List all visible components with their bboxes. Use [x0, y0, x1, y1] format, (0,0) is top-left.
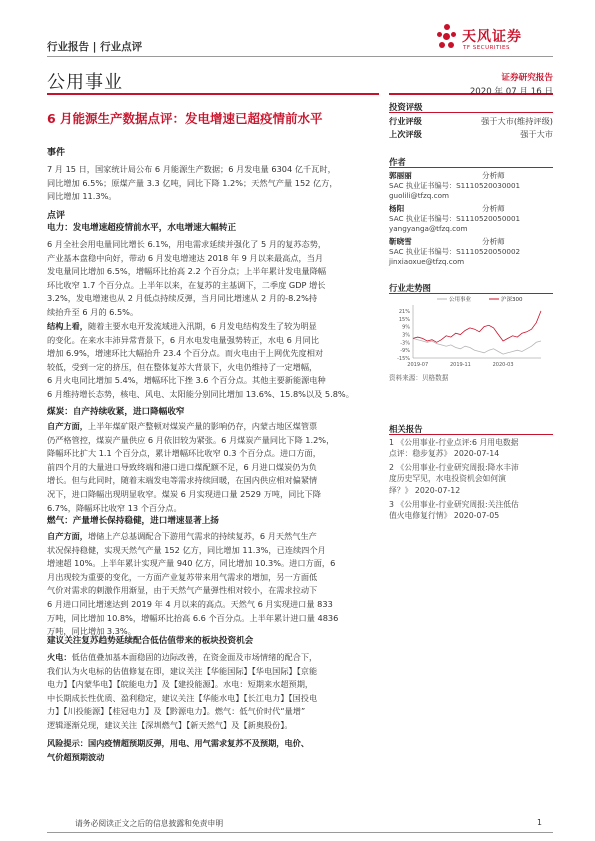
trend-chart — [389, 295, 553, 367]
legend-label: 沪深300 — [501, 297, 523, 303]
text-line: 万吨，同比增加 10.8%，增幅环比抬高 6.6 个百分点。上半年累计进口量 4836 — [47, 612, 339, 623]
text-line: 随着主要水电开发流域进入汛期，6 月发电结构发生了较为明显 — [87, 321, 317, 331]
footer-divider — [47, 832, 553, 833]
y-tick-label: -3% — [400, 340, 410, 347]
lead-text: 火电： — [47, 652, 72, 662]
y-tick-label: 21% — [398, 308, 410, 315]
author-entry — [389, 204, 553, 234]
text-line: 前四个月的大量进口导致终端和港口进口煤配额不足，6 月进口煤炭仍为负 — [47, 461, 317, 472]
industry-rating-label: 行业评级 — [389, 116, 422, 126]
footer-disclaimer: 请务必阅读正文之后的信息披露和免责申明 — [75, 819, 224, 828]
coal-heading: 煤炭：自产持续收紧，进口降幅收窄 — [47, 407, 185, 417]
text-line: 1 《公用事业-行业点评:6 月用电数据 — [389, 438, 519, 447]
text-line: 风险提示：国内疫情超预期反弹，用电、用气需求复苏不及预期，电价、 — [47, 738, 310, 748]
series-line-1 — [413, 338, 541, 354]
author-role: 分析师 — [482, 237, 505, 246]
author-cert: SAC 执业证书编号：S1110520050001 — [389, 214, 521, 223]
text-line: 绎？》 2020-07-12 — [389, 485, 461, 495]
text-line: 较低，受到一定的挤压，但在整体复苏大背景下，火电仍维持了一定增幅， — [47, 361, 318, 372]
rating-heading: 投资评级 — [389, 102, 423, 112]
text-line: 气价超预期波动 — [47, 751, 105, 762]
author-cert: SAC 执业证书编号：S1110520050002 — [389, 247, 521, 256]
text-line: 状况保持稳健，实现天然气产量 152 亿方，同比增加 11.3%，已连续四个月 — [47, 544, 326, 555]
text-line: 2 《公用事业-行业研究周报:降水丰沛 — [389, 463, 519, 472]
text-line: 电力】【内蒙华电】【皖能电力】及【建投能源】。水电：短期来水超预期， — [47, 679, 314, 690]
author-name: 杨阳 — [389, 204, 405, 213]
author-role: 分析师 — [482, 171, 505, 180]
text-line: 仍严格管控，煤炭产量供应 6 月依旧较为紧张。6 月煤炭产量同比下降 1.2%， — [47, 434, 335, 445]
text-line: 上半年煤矿限产整顿对煤炭产量的影响仍存，内蒙古地区煤管票 — [87, 421, 318, 431]
author-email[interactable]: guolili@tfzq.com — [389, 191, 450, 200]
text-line: 值火电修复行情》 2020-07-05 — [389, 511, 500, 521]
industry-rating-value: 强于大市(维持评级) — [481, 116, 553, 126]
authors-divider — [389, 167, 553, 168]
rating-divider — [389, 112, 553, 113]
lead-text: 自产方面， — [47, 421, 88, 431]
report-date: 2020 年 07 月 16 日 — [469, 87, 553, 97]
text-line: 逻辑逐渐兑现，建议关注【深圳燃气】【新天然气】及【新奥股份】。 — [47, 719, 293, 730]
x-tick-label: 2019-07 — [407, 362, 429, 367]
text-line: 点评：稳步复苏》 2020-07-14 — [389, 449, 500, 459]
electricity-paragraph-1 — [47, 238, 382, 320]
related-report-item[interactable] — [389, 462, 553, 496]
logo-text-en: TF SECURITIES — [463, 45, 510, 51]
author-email[interactable]: jinxiaoxue@tfzq.com — [389, 257, 465, 266]
text-line: 增速超 10%。上半年累计实现产量 940 亿方，同比增加 10.3%。进口方面，6 — [47, 558, 336, 569]
text-line: 增加 6.9%，增速环比大幅抬升 23.4 个百分点。而火电由于上网优先度相对 — [47, 348, 324, 359]
suggestion-paragraph — [47, 651, 382, 733]
chart-source: 资料来源：贝格数据 — [389, 374, 449, 382]
comment-heading: 点评 — [47, 211, 66, 221]
text-line: 增长。但与此同时，随着末端发电等需求持续回暖，在国内供应相对偏紧情 — [47, 475, 318, 486]
text-line: 我们认为火电标的估值修复在即，建议关注【华能国际】【华电国际】【京能 — [47, 665, 318, 676]
company-logo — [436, 24, 554, 60]
logo-mark-icon — [436, 24, 458, 52]
title-divider — [47, 93, 379, 95]
author-role: 分析师 — [482, 204, 505, 213]
event-heading: 事件 — [47, 148, 66, 158]
lead-text: 自产方面， — [47, 531, 88, 541]
logo-text-cn: 天风证券 — [462, 29, 522, 45]
text-line: 6 月进口同比增速达到 2019 年 4 月以来的高点。天然气 6 月实现进口量 833 — [47, 598, 333, 609]
author-entry — [389, 171, 553, 201]
text-line: 环比收窄 1.7 个百分点。上半年以来，在复苏的主基调下，二季度 GDP 增长 — [47, 279, 326, 290]
text-line: 3.2%，发电增速也从 2 月低点持续反弹，当月同比增速从 2 月的-8.2%持 — [47, 293, 318, 304]
y-tick-label: 3% — [402, 332, 410, 339]
suggestion-heading: 建议关注复苏趋势延续配合低估值带来的板块投资机会 — [47, 636, 254, 646]
text-line: 的变化。在来水丰沛异常背景下，6 月水电发电量强势转正，水电 6 月同比 — [47, 334, 320, 345]
related-divider — [389, 434, 553, 435]
text-line: 产业基本盘稳中向好，带动 6 月发电增速达 2018 年 9 月以来最高点，当月 — [47, 252, 324, 263]
y-tick-label: 15% — [398, 316, 410, 323]
y-tick-label: -9% — [400, 348, 410, 355]
trend-chart-svg — [389, 295, 553, 367]
risk-warning — [47, 737, 382, 764]
trend-divider — [389, 293, 553, 294]
coal-paragraph — [47, 420, 382, 515]
industry-rating-row — [389, 116, 553, 129]
author-cert: SAC 执业证书编号：S1110520030001 — [389, 181, 521, 190]
previous-rating-label: 上次评级 — [389, 129, 422, 139]
event-paragraph — [47, 163, 382, 204]
text-line: 同比增加 6.5%；原煤产量 3.3 亿吨，同比下降 1.2%；天然气产量 152 亿方， — [47, 177, 338, 188]
text-line: 同比增加 11.3%。 — [47, 191, 117, 202]
text-line: 6 月维持增长态势，核电、风电、太阳能分别同比增加 13.6%、15.8%以及 5.8%。 — [47, 388, 354, 399]
text-line: 续抬升至 6 月的 6.5%。 — [47, 306, 139, 317]
text-line: 3 《公用事业-行业研究周报:关注低估 — [389, 500, 519, 509]
related-report-item[interactable] — [389, 499, 553, 522]
electricity-paragraph-2 — [47, 320, 382, 402]
author-entry — [389, 237, 553, 267]
series-line-2 — [413, 311, 541, 342]
y-tick-label: 9% — [402, 324, 410, 331]
text-line: 中长期成长性优质、盈利稳定，建议关注【华能水电】【长江电力】【国投电 — [47, 692, 318, 703]
gas-heading: 燃气：产量增长保持稳健，进口增速显著上扬 — [47, 516, 219, 526]
electricity-heading: 电力：发电增速超疫情前水平，水电增速大幅转正 — [47, 223, 237, 233]
related-heading: 相关报告 — [389, 424, 423, 434]
text-line: 况下，进口降幅出现明显收窄。煤炭 6 月实现进口量 2529 万吨，同比下降 — [47, 488, 321, 499]
text-line: 降幅环比扩大 1.1 个百分点，累计增幅环比收窄 0.3 个百分点。进口方面， — [47, 448, 321, 459]
lead-text: 结构上看， — [47, 321, 88, 331]
author-name: 郭丽丽 — [389, 171, 412, 180]
text-line: 气价对需求的刺激作用渐显，由于天然气产量弹性相对较小，在需求拉动下 — [47, 585, 318, 596]
text-line: 6.7%，降幅环比收窄 13 个百分点。 — [47, 502, 182, 513]
report-title: 6 月能源生产数据点评：发电增速已超疫情前水平 — [47, 111, 323, 126]
trend-heading: 行业走势图 — [389, 283, 431, 293]
text-line: 低估值叠加基本面稳固的边际改善，在资金面及市场情绪的配合下， — [71, 652, 318, 662]
author-name: 靳晓雪 — [389, 237, 412, 246]
text-line: 6 月全社会用电量同比增长 6.1%，用电需求延续并强化了 5 月的复苏态势， — [47, 239, 327, 249]
related-report-item[interactable] — [389, 437, 553, 460]
authors-heading: 作者 — [389, 157, 406, 167]
legend-label: 公用事业 — [449, 297, 472, 303]
y-tick-label: -15% — [397, 356, 410, 362]
gas-paragraph — [47, 530, 382, 639]
x-tick-label: 2020-03 — [492, 362, 514, 367]
report-type: 证券研究报告 — [501, 73, 553, 83]
text-line: 力】【川投能源】【桂冠电力】及【黔源电力】。燃气：低气价时代“量增” — [47, 706, 306, 717]
text-line: 月出现较为重要的变化，一方面产业复苏带来用气需求的增加，另一方面低 — [47, 571, 318, 582]
author-email[interactable]: yangyanga@tfzq.com — [389, 224, 468, 233]
text-line: 发电量同比增加 6.5%，增幅环比抬高 2.2 个百分点；上半年累计发电量降幅 — [47, 266, 327, 277]
page-number: 1 — [537, 818, 542, 827]
previous-rating-row — [389, 129, 553, 142]
x-tick-label: 2019-11 — [449, 362, 471, 367]
industry-name: 公用事业 — [47, 72, 123, 93]
report-category: 行业报告 | 行业点评 — [47, 41, 143, 53]
previous-rating-value: 强于大市 — [520, 129, 553, 139]
text-line: 度历史罕见，水电投资机会如何演 — [389, 474, 506, 484]
text-line: 增储上产总基调配合下游用气需求的持续复苏，6 月天然气生产 — [87, 531, 317, 541]
text-line: 7 月 15 日，国家统计局公布 6 月能源生产数据；6 月发电量 6304 亿千瓦时， — [47, 164, 336, 174]
text-line: 万吨，同比增加 3.3%。 — [47, 626, 136, 637]
text-line: 6 月火电同比增加 5.4%，增幅环比下挫 3.6 个百分点。其他主要新能源电种 — [47, 375, 326, 386]
